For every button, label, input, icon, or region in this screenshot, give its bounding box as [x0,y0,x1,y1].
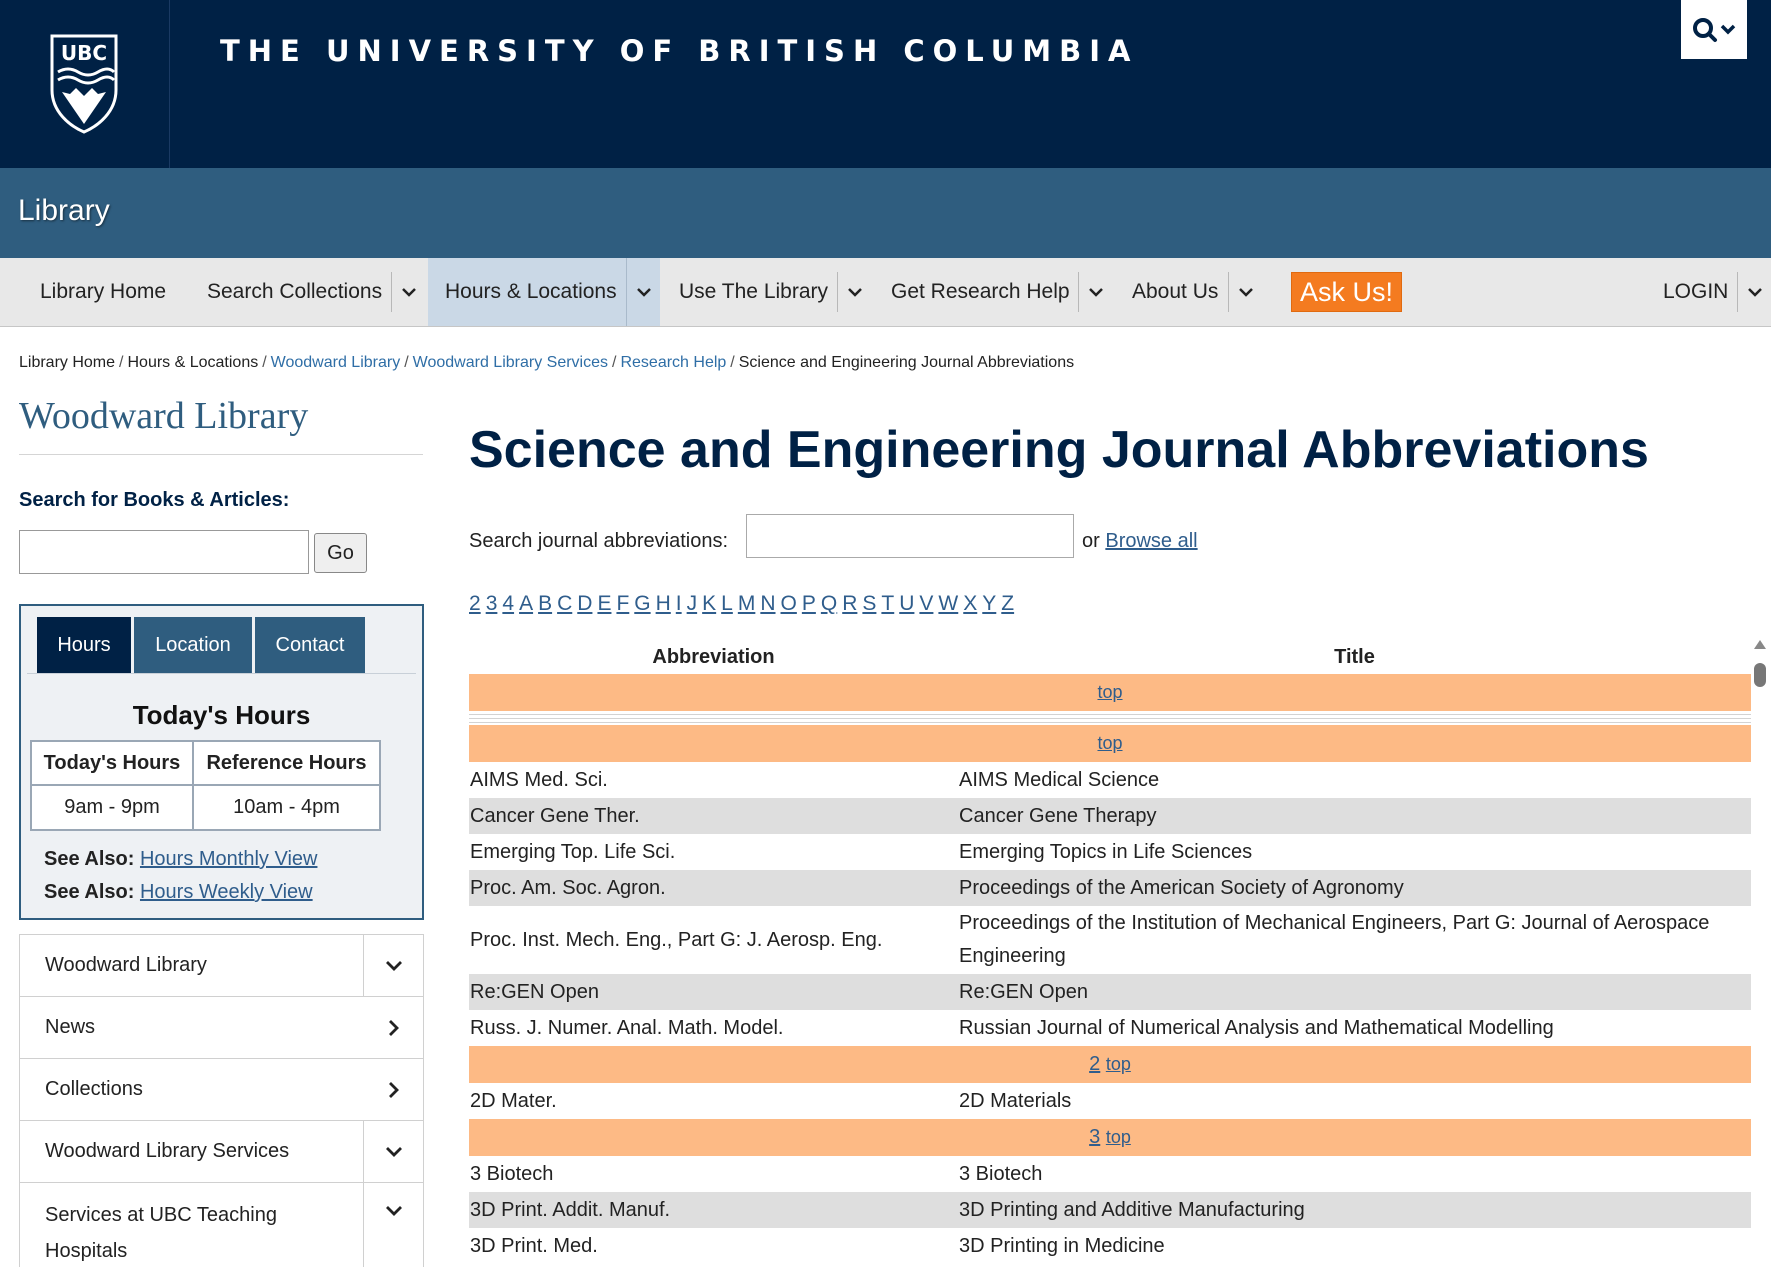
browse-all-wrap [1082,530,1198,553]
abbr-cell: Proc. Inst. Mech. Eng., Part G: J. Aerosp. Eng. [470,928,883,951]
sidebar-item-teaching-hospitals[interactable] [20,1183,423,1267]
ubc-header [0,0,1771,168]
site-title[interactable]: Library [18,194,110,227]
search-books-input[interactable] [19,530,309,574]
ask-us-button[interactable]: Ask Us! [1291,272,1402,312]
title-cell: Russian Journal of Numerical Analysis and Mathematical Modelling [959,1016,1554,1039]
letter-link[interactable]: D [577,592,593,615]
letter-link[interactable]: Q [820,592,838,615]
table-row [469,1010,1751,1046]
nav-library-home[interactable] [40,258,166,326]
sidebar-item-toggle[interactable] [363,935,423,996]
abbr-cell: 3D Print. Med. [470,1234,598,1257]
reference-hours-value: 10am - 4pm [193,785,380,830]
tab-hours[interactable]: Hours [37,617,131,673]
chevron-down-icon [636,287,652,297]
title-cell: 3D Printing in Medicine [959,1234,1165,1257]
letter-link[interactable]: C [557,592,573,615]
col-header-abbreviation: Abbreviation [652,645,775,668]
table-row [469,974,1751,1010]
chevron-down-icon [1238,287,1254,297]
scroll-up-arrow[interactable] [1754,640,1766,649]
table-row [469,762,1751,798]
breadcrumb-separator: / [612,354,617,371]
nav-about-us-toggle[interactable] [1228,272,1262,312]
sidebar-item-label: Collections [45,1078,143,1100]
login-toggle[interactable] [1737,272,1771,312]
title-cell: Emerging Topics in Life Sciences [959,840,1253,863]
abbr-cell: Proc. Am. Soc. Agron. [469,870,958,906]
letter-link[interactable]: U [899,592,915,615]
breadcrumb-link[interactable]: Woodward Library [270,354,401,371]
chevron-down-icon [401,287,417,297]
nav-label: Hours & Locations [445,280,617,303]
breadcrumb-link[interactable]: Research Help [620,354,727,371]
letter-link[interactable]: Z [1001,592,1015,615]
chevron-down-icon [1747,287,1763,297]
letter-link[interactable]: I [675,592,682,615]
top-link[interactable]: top [1097,733,1123,753]
letter-link[interactable]: V [919,592,934,615]
todays-hours-value: 9am - 9pm [31,785,193,830]
letter-link[interactable]: A [519,592,534,615]
letter-link[interactable]: F [616,592,630,615]
letter-link[interactable]: N [760,592,776,615]
ubc-crest-link[interactable] [0,0,170,168]
hours-widget [19,604,424,920]
title-cell: Proceedings of the Institution of Mechanical Engineers, Part G: Journal of Aerospace Engineering [959,912,1710,967]
section-header-2 [469,1046,1751,1083]
sidebar-title[interactable]: Woodward Library [19,395,309,437]
sidebar-item-collections[interactable] [20,1059,423,1121]
sidebar-item-woodward-library-services[interactable] [20,1121,423,1183]
chevron-down-icon [385,1146,403,1157]
page-title: Science and Engineering Journal Abbreviations [469,421,1649,479]
title-cell: AIMS Medical Science [959,768,1160,791]
sidebar-item-label: Woodward Library [45,954,207,976]
letter-link[interactable]: S [862,592,877,615]
sidebar-item-arrow [363,1059,423,1120]
library-banner [0,168,1771,258]
see-also-label: See Also: [44,881,135,903]
table-row [469,798,1751,834]
nav-about-us[interactable] [1132,258,1218,326]
abbr-cell: Russ. J. Numer. Anal. Math. Model. [470,1016,784,1039]
nav-label: Search Collections [207,280,383,303]
abbr-cell: 2D Mater. [470,1089,557,1112]
ubc-crest-icon [48,32,120,134]
abbr-cell: Cancer Gene Ther. [469,798,958,834]
nav-label: Get Research Help [891,280,1070,303]
letter-link[interactable]: X [963,592,978,615]
section-letter-link[interactable]: 3 [1089,1126,1101,1148]
letter-link[interactable]: J [686,592,698,615]
todays-hours-heading: Today's Hours [132,700,311,730]
letter-index [469,592,1019,616]
divider [19,454,423,455]
main-nav [0,258,1771,327]
chevron-right-icon [388,1081,399,1099]
site-search-toggle[interactable] [1681,0,1747,59]
sidebar-item-toggle[interactable] [363,1121,423,1182]
table-row [469,1156,1751,1192]
letter-link[interactable]: E [597,592,612,615]
sidebar-item-toggle[interactable] [363,1183,423,1267]
nav-search-collections-toggle[interactable] [391,272,425,312]
letter-link[interactable]: H [655,592,671,615]
go-button[interactable]: Go [314,533,367,573]
letter-link[interactable]: M [737,592,756,615]
abbr-cell: Emerging Top. Life Sci. [470,840,676,863]
letter-link[interactable]: 4 [502,592,515,615]
table-row [469,870,1751,906]
scrollbar-thumb[interactable] [1754,663,1766,687]
nav-use-the-library-toggle[interactable] [837,272,871,312]
search-icon [1692,17,1736,43]
hours-col-header: Today's Hours [31,741,193,785]
abbr-cell: Re:GEN Open [469,974,958,1010]
abbr-cell: AIMS Med. Sci. [470,768,608,791]
title-cell: Proceedings of the American Society of Agronomy [958,870,1751,906]
breadcrumb-separator: / [404,354,409,371]
nav-label: About Us [1132,280,1219,303]
nav-hours-locations-toggle[interactable] [626,258,660,326]
chevron-down-icon [847,287,863,297]
title-cell: Cancer Gene Therapy [958,798,1751,834]
letter-link[interactable]: L [721,592,733,615]
title-cell: 2D Materials [959,1089,1072,1112]
sidebar-item-news[interactable] [20,997,423,1059]
table-row [469,1192,1751,1228]
tab-location[interactable]: Location [134,617,252,673]
top-link[interactable]: top [1105,1054,1131,1074]
university-title[interactable]: THE UNIVERSITY OF BRITISH COLUMBIA [220,34,1139,68]
sidebar-item-label: Woodward Library Services [45,1140,290,1162]
letter-link[interactable]: 3 [485,592,498,615]
table-row [469,834,1751,870]
sidebar-item-label: Services at UBC Teaching Hospitals [45,1204,277,1262]
tab-contact[interactable]: Contact [255,617,365,673]
chevron-down-icon [385,960,403,971]
letter-link[interactable]: R [842,592,858,615]
table-row [469,906,1751,974]
letter-link[interactable]: K [702,592,717,615]
hours-monthly-link[interactable]: Hours Monthly View [139,848,318,870]
section-header [469,674,1751,711]
table-row [469,1228,1751,1264]
sidebar-item-woodward-library[interactable] [20,935,423,997]
letter-link[interactable]: G [634,592,651,615]
breadcrumb-current: Science and Engineering Journal Abbreviations [738,354,1075,371]
title-cell: Re:GEN Open [958,974,1751,1010]
see-also-weekly [44,881,313,904]
chevron-right-icon [388,1019,399,1037]
nav-label: Library Home [40,280,167,303]
letter-link[interactable]: O [780,592,797,615]
top-link[interactable]: top [1105,1127,1131,1147]
breadcrumb-item[interactable]: Hours & Locations [127,354,259,371]
crest-text: UBC [60,41,108,65]
or-text: or [1082,530,1100,552]
title-cell: 3 Biotech [959,1162,1043,1185]
chevron-down-icon [385,1205,403,1216]
hours-table [30,740,381,831]
section-header-3 [469,1119,1751,1156]
sidebar-item-label: News [45,1016,96,1038]
letter-link[interactable]: P [801,592,816,615]
see-also-monthly [44,848,317,871]
table-row [469,1083,1751,1119]
chevron-down-icon [1088,287,1104,297]
see-also-label: See Also: [44,848,135,870]
col-header-title: Title [1334,645,1375,668]
breadcrumb [19,354,1074,372]
letter-link[interactable]: Y [982,592,997,615]
journal-search-label: Search journal abbreviations: [469,530,729,552]
abbr-cell: 3 Biotech [470,1162,554,1185]
hours-col-header: Reference Hours [193,741,380,785]
hours-tabs [37,617,365,675]
section-header [469,725,1751,762]
breadcrumb-separator: / [730,354,735,371]
nav-hours-locations[interactable] [428,258,634,326]
sidebar-item-arrow [363,997,423,1058]
sidebar-menu [19,934,424,1267]
section-letter-link[interactable]: 2 [1089,1053,1101,1075]
nav-label: Use The Library [679,280,829,303]
journal-search-input[interactable] [746,514,1074,558]
nav-get-research-help[interactable] [891,258,1070,326]
browse-all-link[interactable]: Browse all [1105,530,1198,552]
divider [27,673,416,674]
section-spacer [469,711,1751,725]
search-books-label: Search for Books & Articles: [19,489,290,511]
letter-link[interactable]: T [881,592,895,615]
breadcrumb-separator: / [119,354,124,371]
nav-use-the-library[interactable] [679,258,828,326]
letter-link[interactable]: 2 [469,592,481,615]
nav-get-research-help-toggle[interactable] [1078,272,1112,312]
letter-link[interactable]: B [538,592,553,615]
breadcrumb-link[interactable]: Woodward Library Services [412,354,609,371]
breadcrumb-item[interactable]: Library Home [19,354,116,371]
title-cell: 3D Printing and Additive Manufacturing [958,1192,1751,1228]
nav-search-collections[interactable] [207,258,382,326]
hours-weekly-link[interactable]: Hours Weekly View [139,881,313,903]
login-link[interactable]: LOGIN [1663,280,1729,303]
letter-link[interactable]: W [938,592,959,615]
abbr-cell: 3D Print. Addit. Manuf. [469,1192,958,1228]
top-link[interactable]: top [1097,682,1123,702]
breadcrumb-separator: / [262,354,267,371]
journal-table [469,640,1751,1264]
